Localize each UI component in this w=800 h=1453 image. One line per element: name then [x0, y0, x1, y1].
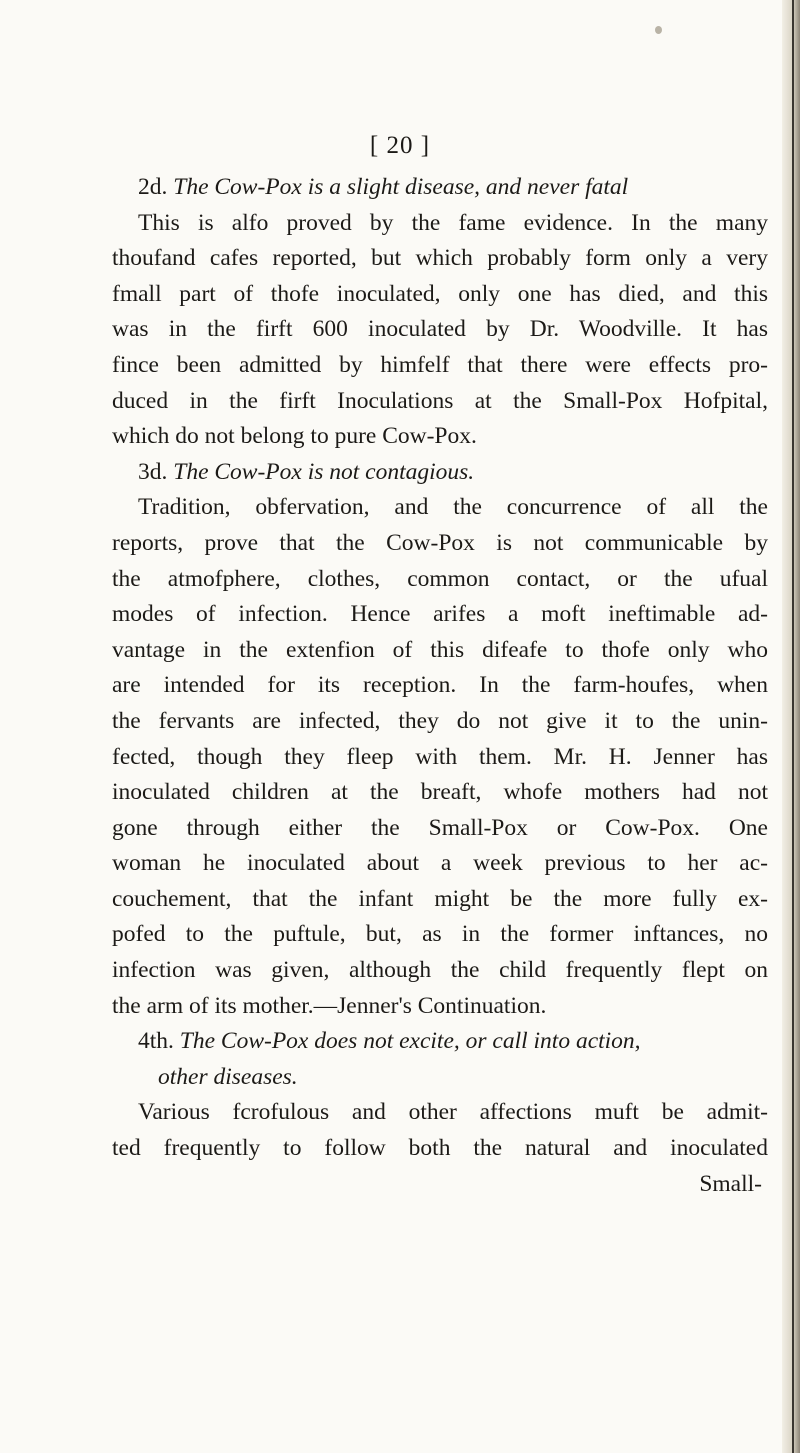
text-line: gone through either the Small-Pox or Cow-Pox. One [112, 814, 768, 841]
section-heading [112, 455, 768, 491]
text-line: couchement, that the infant might be the more fully ex- [112, 885, 768, 912]
section-number: 2d. [138, 174, 168, 200]
text-line: duced in the firft Inoculations at the Small-Pox Hofpital, [112, 387, 768, 414]
section-heading [112, 170, 768, 206]
text-line: inoculated children at the breaft, whofe mothers had not [112, 779, 768, 806]
text-line: reports, prove that the Cow-Pox is not communicable by [112, 529, 768, 556]
text-line: Various fcrofulous and other affections muft be admit- [138, 1099, 768, 1126]
section-title-continued: other diseases. [158, 1063, 298, 1090]
text-line: the fervants are infected, they do not give it to the unin- [112, 707, 768, 734]
text-line: fected, though they fleep with them. Mr. H. Jenner has [112, 743, 768, 770]
text-line: the atmofphere, clothes, common contact, or the ufual [112, 565, 768, 592]
section-number: 3d. [138, 458, 168, 485]
paper-blemish [655, 26, 662, 34]
section-title: The Cow-Pox is not contagious. [173, 458, 475, 485]
text-line: ted frequently to follow both the natural and inoculated [112, 1135, 768, 1162]
text-line: was in the firft 600 inoculated by Dr. Woodville. It has [112, 316, 768, 343]
text-line: infection was given, although the child frequently flept on [112, 957, 768, 984]
text-line: fince been admitted by himfelf that there were effects pro- [112, 351, 768, 378]
section-heading [112, 1024, 768, 1060]
text-line: modes of infection. Hence arifes a moft ineftimable ad- [112, 601, 768, 628]
text-line: vantage in the extenfion of this difeafe to thofe only who [112, 636, 768, 663]
text-line: This is alfo proved by the fame evidence. In the many [138, 209, 768, 236]
text-line: which do not belong to pure Cow-Pox. [112, 423, 477, 450]
text-line: thoufand cafes reported, but which probably form only a very [112, 245, 768, 272]
text-line: Tradition, obfervation, and the concurrence of all the [138, 494, 768, 521]
page-body [112, 170, 768, 1202]
catchword: Small- [699, 1170, 762, 1197]
page-edge-line [792, 0, 794, 1453]
text-line: woman he inoculated about a week previous to her ac- [112, 850, 768, 877]
text-line: the arm of its mother.—Jenner's Continuation. [112, 992, 547, 1019]
text-line: are intended for its reception. In the farm-houfes, when [112, 672, 768, 699]
page-number: [ 20 ] [369, 132, 431, 159]
text-line: pofed to the puftule, but, as in the former inftances, no [112, 921, 768, 948]
section-title: The Cow-Pox is a slight disease, and never fatal [173, 174, 629, 200]
page-edge-shadow [782, 0, 800, 1453]
section-number: 4th. [138, 1028, 174, 1055]
section-title: The Cow-Pox does not excite, or call into action, [179, 1028, 641, 1055]
text-line: fmall part of thofe inoculated, only one has died, and this [112, 280, 768, 307]
